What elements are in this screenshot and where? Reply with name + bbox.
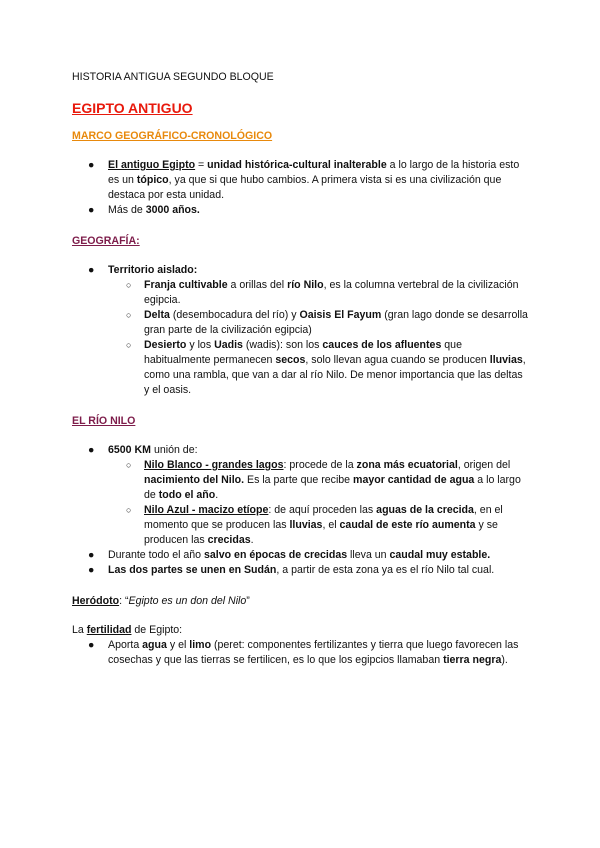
list-item: ● Durante todo el año salvo en épocas de crecidas lleva un caudal muy estable.: [88, 549, 491, 561]
doc-header: HISTORIA ANTIGUA SEGUNDO BLOQUE: [72, 71, 274, 83]
list-marco: [72, 158, 530, 218]
bullet-icon: ●: [88, 564, 95, 576]
bullet-icon: ●: [88, 204, 95, 216]
circle-bullet-icon: ○: [126, 505, 132, 515]
sub-list-item: ○ Nilo Blanco - grandes lagos: procede de la zona más ecuatorial, origen del nacimiento del Nilo. Es la parte que recibe mayor cantidad de agua a lo largo de todo el año.: [126, 459, 521, 501]
bullet-icon: ●: [88, 444, 95, 456]
bullet-icon: ●: [88, 159, 95, 171]
list-item: ● Las dos partes se unen en Sudán, a partir de esta zona ya es el río Nilo tal cual.: [88, 564, 495, 576]
circle-bullet-icon: ○: [126, 280, 132, 290]
circle-bullet-icon: ○: [126, 340, 132, 350]
list-item: ● Aporta agua y el limo (peret: componentes fertilizantes y tierra que luego favorecen las cosechas y que las tierras se fertilicen, es lo que los egipcios llamaban tierra negra).: [88, 639, 519, 666]
section-heading-geografia: GEOGRAFÍA:: [72, 235, 140, 247]
sub-list-item: ○ Nilo Azul - macizo etíope: de aquí proceden las aguas de la crecida, en el momento que se producen las lluvias, el caudal de este río aumenta y se producen las crecidas.: [126, 504, 503, 546]
bullet-icon: ●: [88, 549, 95, 561]
bullet-icon: ●: [88, 264, 95, 276]
list-geografia: [72, 263, 530, 398]
list-fertilidad: [72, 638, 530, 668]
circle-bullet-icon: ○: [126, 460, 132, 470]
section-heading-marco: MARCO GEOGRÁFICO-CRONOLÓGICO: [72, 130, 273, 142]
bullet-icon: ●: [88, 639, 95, 651]
list-item: ● Más de 3000 años.: [88, 204, 200, 216]
herodoto-quote: Heródoto: “Egipto es un don del Nilo”: [72, 595, 250, 607]
sub-list-item: ○ Franja cultivable a orillas del río Nilo, es la columna vertebral de la civilización egipcia.: [126, 279, 519, 306]
sub-list-item: ○ Desierto y los Uadis (wadis): son los cauces de los afluentes que habitualmente permanecen secos, solo llevan agua cuando se producen lluvias, como una rambla, que van a dar al río Nilo. De menor importancia que las deltas y el oasis.: [126, 339, 526, 396]
list-item: ● Territorio aislado: ○ Franja cultivable a orillas del río Nilo, es la columna vertebral de la civilización egipcia. ○ Delta (desembocadura del río) y Oaisis El Fayum (gran lago donde se desarrolla gran parte de la civilización egipcia) ○ Desierto y los Uadis (wadis): son los cauces de los afluentes que habitualmente permanecen secos, solo llevan agua cuando se producen lluvias, como una rambla, que van a dar al río Nilo. De menor importancia que las deltas y el oasis.: [72, 263, 530, 398]
list-item: ● 6500 KM unión de: ○ Nilo Blanco - grandes lagos: procede de la zona más ecuatorial, origen del nacimiento del Nilo. Es la parte que recibe mayor cantidad de agua a lo largo de todo el año. ○ Nilo Azul - macizo etíope: de aquí proceden las aguas de la crecida, en el momento que se producen las lluvias, el caudal de este río aumenta y se producen las crecidas.: [72, 443, 530, 548]
fertilidad-intro: La fertilidad de Egipto:: [72, 624, 183, 636]
list-nilo: [72, 443, 530, 578]
document-page: [72, 70, 530, 668]
circle-bullet-icon: ○: [126, 310, 132, 320]
list-item: ● El antiguo Egipto = unidad histórica-cultural inalterable a lo largo de la historia esto es un tópico, ya que si que hubo cambios. A primera vista si es una civilización que destaca por esta unidad.: [88, 159, 520, 201]
section-heading-nilo: EL RÍO NILO: [72, 415, 136, 427]
sub-list-item: ○ Delta (desembocadura del río) y Oaisis El Fayum (gran lago donde se desarrolla gran parte de la civilización egipcia): [126, 309, 528, 336]
doc-title: EGIPTO ANTIGUO: [72, 100, 193, 116]
